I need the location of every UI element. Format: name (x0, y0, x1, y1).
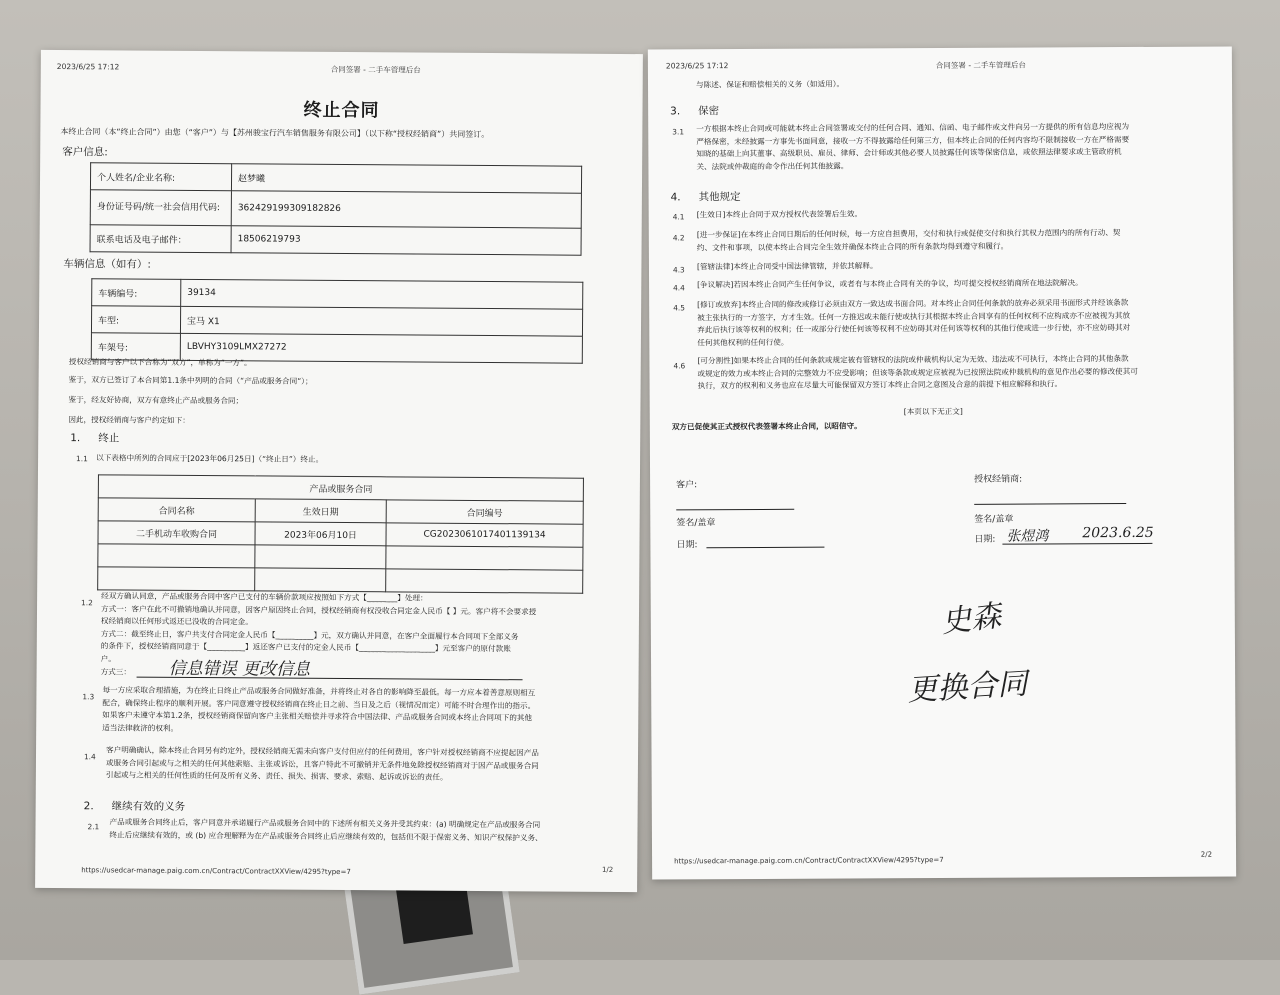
section-3-heading: 3. 保密 (670, 105, 720, 118)
table-row (98, 498, 583, 524)
clause-1-4: 客户明确确认，除本终止合同另有约定外，授权经销商无需未向客户支付但应付的任何费用，客户针对授权经销商不应提起因产品 或服务合同引起或与之相关的任何其他索赔、主张或诉讼，且客户特此不可撤销并无条件地免除授权经销商对于因产品或服务合同 引起或与之相关的任何性质的任何及所有义务、责任、损失、损害、要求、索赔、起诉或诉讼的责任。 (105, 745, 539, 782)
clause-number: 1.3 (82, 692, 95, 702)
dealer-date-label: 日期: (974, 534, 996, 545)
clause-1-2: 经双方确认同意，产品或服务合同中客户已支付的车辆价款项应按照如下方式【________】处理： 方式一：客户在此不可撤销地确认并同意，因客户原因终止合同，授权经销商有权没收合同定金人民币【 】元。客户将不会要求授 权经销商以任何形式返还已没收的合同定金。 方式二：截至终止日，客户共支付合同定金人民币【__________】元，双方确认并同意，在客户全面履行本合同项下全部义务 的条件下，授权经销商同意于【__________】返还客户已支付的定金人民币【____________________】元至客户的原付款账 户。 方式三： (100, 591, 537, 677)
customer-info-table (90, 162, 583, 255)
table-cell: CG2023061017401139134 (386, 523, 583, 547)
handwritten-reason: 信息错误 更改信息 (168, 658, 311, 680)
table-cell-value: LBVHY3109LMX27272 (180, 333, 582, 363)
table-cell-label: 车架号: (91, 333, 180, 361)
section-2-heading: 2. 继续有效的义务 (83, 800, 186, 813)
clause-2-1: 产品或服务合同终止后，客户同意并承诺履行产品或服务合同中的下述所有相关义务并受其约束：(a) 明确规定在产品或服务合同 终止后应继续有效的，或 (b) 应合理解释为在产品或服务合同终止后应继续有效的，包括但不限于保密义务、知识产权保护义务、 (109, 817, 543, 843)
table-cell: 2023年06月10日 (255, 522, 386, 546)
table-header: 生效日期 (255, 499, 386, 523)
clause-number: 4.2 (672, 233, 685, 243)
table-row (90, 163, 581, 193)
clause-number: 4.6 (673, 361, 686, 371)
table-cell-value: 赵梦曦 (231, 164, 581, 193)
section-1-heading: 1. 终止 (70, 432, 120, 445)
table-cell-label: 身份证号码/统一社会信用代码: (90, 190, 231, 226)
table-header: 合同编号 (386, 500, 583, 524)
blank-page-note: [本页以下无正文] (903, 406, 963, 417)
recital-line: 因此，授权经销商与客户约定如下： (68, 415, 190, 425)
clause-number: 4.1 (672, 212, 685, 222)
clause-number: 4.3 (672, 265, 685, 275)
clause-4-2: [进一步保证]在本终止合同日期后的任何时候，每一方应自担费用，交付和执行或促使交付和执行其权力范围内的所有行动、契 约、文件和事项，以使本终止合同完全生效并确保本终止合同的所有条款均得到遵守和履行。 (696, 228, 1121, 252)
customer-date-line (706, 547, 824, 549)
clause-number: 4.4 (673, 283, 685, 293)
table-cell-value: 362429199309182826 (231, 191, 581, 228)
continued-text: 与陈述、保证和赔偿相关的义务（如适用）。 (695, 79, 845, 90)
table-row (98, 567, 583, 593)
table-row (90, 190, 581, 228)
dealer-signature-line (974, 503, 1126, 505)
print-system-title: 合同签署 - 二手车管理后台 (935, 60, 1026, 71)
clause-4-5: [修订或放弃]本终止合同的修改或修订必须由双方一致达成书面合同。对本终止合同任何条款的放弃必须采用书面形式并经该条款 被主张执行的一方签字，方才生效。任何一方推迟或未能行使或执行其根据本终止合同享有的任何权利不应构成亦不应被视为其放 弃此后执行该等权利的权利；任一或部分行使任何该等权利不应妨碍其对任何该等权利的其他行使或进一步行使，亦不应妨碍其对 任何其他权利的任何行使。 (697, 298, 1131, 348)
table-cell-value: 18506219793 (231, 226, 581, 255)
table-cell-value: 宝马 X1 (180, 306, 582, 336)
table-row (91, 306, 582, 336)
customer-stamp-label: 签名/盖章 (676, 518, 716, 529)
page-url: https://usedcar-manage.paig.com.cn/Contract/ContractXXView/4295?type=7 (81, 866, 351, 877)
clause-number: 1.1 (76, 454, 88, 464)
table-caption: 产品或服务合同 (98, 475, 583, 501)
table-row (90, 225, 581, 255)
vehicle-info-table (91, 278, 584, 363)
handwritten-note: 更换合同 (906, 666, 1029, 709)
clause-number: 1.4 (83, 752, 96, 762)
clause-4-4: [争议解决]若因本终止合同产生任何争议，或者有与本终止合同有关的争议，均可提交授权经销商所在地法院解决。 (697, 278, 1083, 290)
clause-4-1: [生效日]本终止合同于双方授权代表签署后生效。 (696, 209, 863, 220)
clause-4-6: [可分割性]如果本终止合同的任何条款或规定被有管辖权的法院或仲裁机构认定为无效、违法或不可执行，本终止合同的其他条款 或规定的效力或本终止合同的完整效力不应受影响；但该等条款或规定应被视为已按照法院或仲裁机构的意见作出必要的修改使其可 执行，双方的权利和义务也应在尽量大可能保留双方签订本终止合同之意图及合意的前提下相应解释和执行。 (697, 354, 1138, 391)
section-4-heading: 4. 其他规定 (670, 191, 741, 204)
clause-number: 4.5 (673, 303, 685, 313)
print-datetime: 2023/6/25 17:12 (665, 61, 729, 71)
table-cell-label: 联系电话及电子邮件： (90, 225, 231, 253)
table-header: 合同名称 (98, 498, 255, 522)
witness-statement: 双方已促使其正式授权代表签署本终止合同，以昭信守。 (671, 421, 862, 432)
dealer-label: 授权经销商: (974, 474, 1023, 485)
recital-line: 鉴于，双方已签订了本合同第1.1条中列明的合同（“产品或服务合同”）； (68, 375, 313, 386)
print-system-title: 合同签署 - 二手车管理后台 (330, 64, 421, 75)
document-page-1 (35, 50, 643, 892)
product-contract-table (97, 474, 584, 593)
clause-4-3: [管辖法律]本终止合同受中国法律管辖，并依其解释。 (696, 261, 878, 272)
clause-3-1: 一方根据本终止合同或可能就本终止合同签署或交付的任何合同、通知、信函、电子邮件或文件向另一方提供的所有信息均应视为 严格保密，未经披露一方事先书面同意，接收一方不得披露给任何第三方，但本终止合同的任何内容均不限制接收一方在严格需要 知晓的基础上向其董事、高级职员、雇员、律师、会计师或其他必要人员披露任何该等保密信息，或依照法律要求或主管政府机 关、法院或仲裁庭的命令作出任何其他披露。 (696, 122, 1130, 172)
recital-line: 授权经销商与客户以下合称为“双方”，单称为“一方”。 (68, 357, 252, 368)
table-row (98, 544, 583, 570)
clause-number: 3.1 (672, 127, 685, 137)
table-row (98, 475, 583, 501)
handwritten-date: 2023.6.25 (1082, 524, 1154, 542)
document-title: 终止合同 (303, 99, 380, 122)
recital-line: 鉴于，经友好协商，双方有意终止产品或服务合同； (68, 395, 244, 406)
page-url: https://usedcar-manage.paig.com.cn/Contract/ContractXXView/4295?type=7 (674, 855, 944, 866)
clause-1-3: 每一方应采取合理措施，为在终止日终止产品或服务合同做好准备，并将终止对各自的影响降至最低。每一方应本着善意原则相互 配合，确保终止程序的顺利开展。客户同意遵守授权经销商在终止日之前、当日及之后（视情况而定）可能不时合理作出的指示。 如果客户未遵守本第1.2条，授权经销商保留向客户主张相关赔偿并寻求符合中国法律、产品或服务合同或本终止合同项下的其他 适当法律救济的权利。 (102, 685, 536, 733)
customer-signature-line (676, 509, 794, 511)
clause-number: 1.2 (81, 598, 93, 608)
table-row (92, 279, 583, 309)
table-row (98, 521, 583, 547)
clause-1-1: 以下表格中所列的合同应于[2023年06月25日]（“终止日”）终止。 (96, 453, 324, 464)
print-datetime: 2023/6/25 17:12 (56, 62, 120, 72)
page-number: 2/2 (1200, 850, 1213, 859)
page-number: 1/2 (601, 865, 614, 874)
handwritten-signature: 史森 (939, 598, 1003, 641)
handwritten-dealer-name: 张煜鸿 (1006, 528, 1049, 545)
dealer-stamp-label: 签名/盖章 (974, 514, 1014, 525)
table-cell: 二手机动车收购合同 (98, 521, 255, 545)
customer-info-heading: 客户信息: (62, 146, 108, 159)
intro-paragraph: 本终止合同（本“终止合同”）由您（“客户”）与【苏州骏宝行汽车销售服务有限公司】（以下称“授权经销商”）共同签订。 (60, 127, 490, 140)
table-cell-label: 车型: (91, 306, 180, 334)
customer-label: 客户: (676, 480, 698, 491)
table-cell-label: 车辆编号: (92, 279, 181, 307)
clause-number: 2.1 (87, 822, 100, 832)
customer-date-label: 日期: (676, 540, 698, 551)
vehicle-info-heading: 车辆信息（如有）: (63, 258, 152, 271)
document-page-2 (648, 46, 1236, 879)
table-cell-value: 39134 (181, 279, 583, 309)
table-cell-label: 个人姓名/企业名称: (90, 163, 231, 191)
